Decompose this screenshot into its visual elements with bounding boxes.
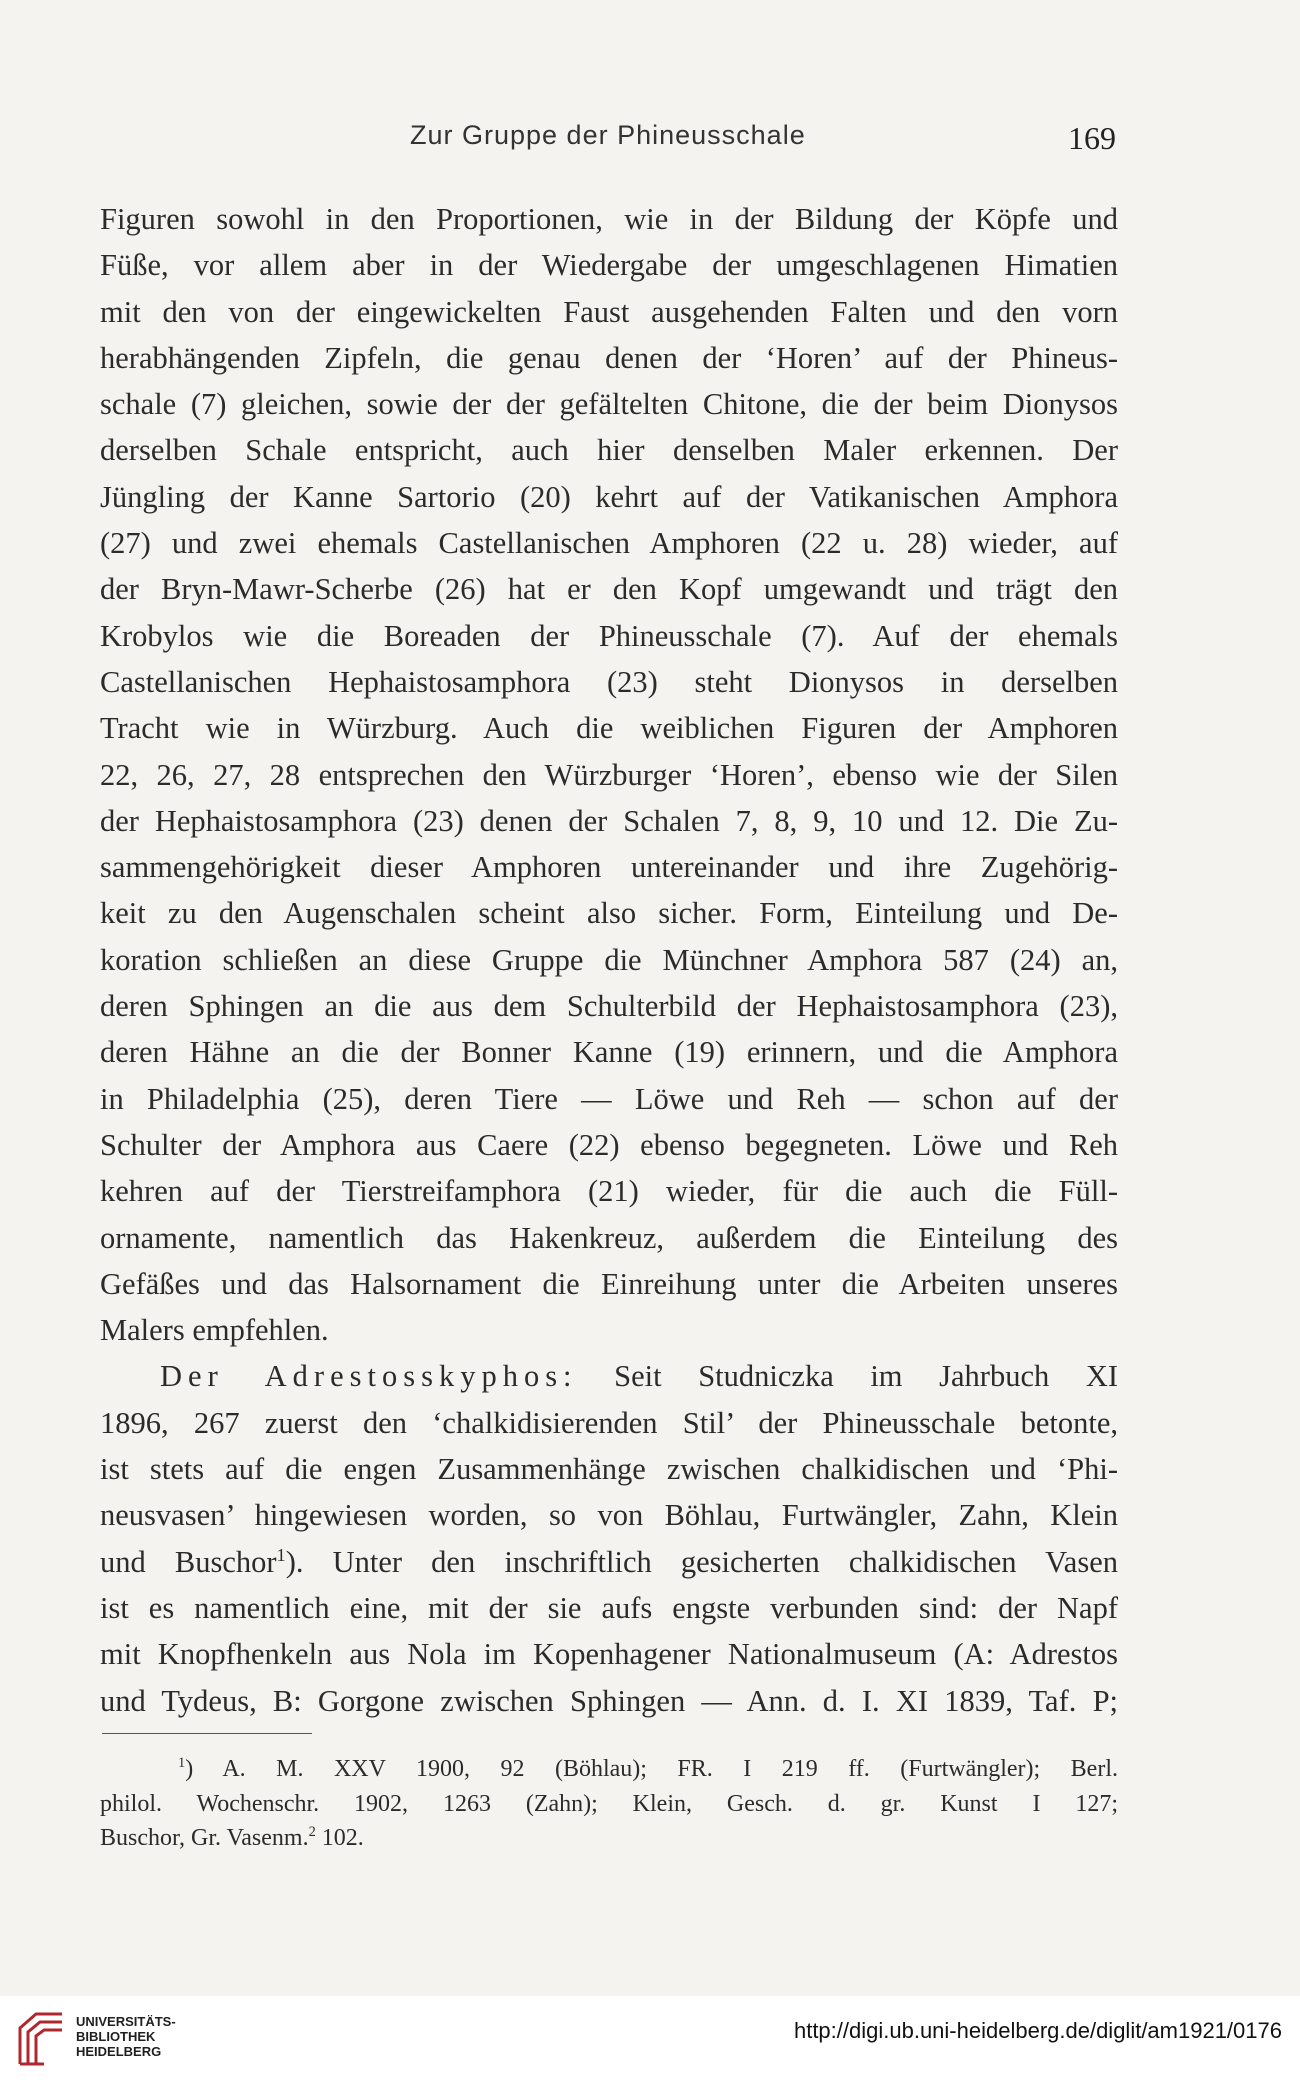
edition-superscript: 2	[308, 1824, 316, 1840]
text-line: Tracht wie in Würzburg. Auch die weiblichen Figuren der Amphoren	[100, 711, 1118, 746]
section-heading: Der Adrestosskyphos:	[160, 1359, 578, 1394]
source-url-link[interactable]: http://digi.ub.uni-heidelberg.de/diglit/am1921/0176	[793, 2018, 1282, 2043]
text-fragment: ). Unter den inschriftlich gesicherten chalkidischen Vasen	[285, 1544, 1118, 1579]
text-line: sammengehörigkeit dieser Amphoren untereinander und ihre Zugehörig-	[100, 850, 1118, 885]
text-line: 22, 26, 27, 28 entsprechen den Würzburger ‘Horen’, ebenso wie der Silen	[100, 757, 1118, 792]
text-line: neusvasen’ hingewiesen worden, so von Böhlau, Furtwängler, Zahn, Klein	[100, 1498, 1118, 1533]
footnote-line: philol. Wochenschr. 1902, 1263 (Zahn); Klein, Gesch. d. gr. Kunst I 127;	[100, 1790, 1118, 1817]
text-line: deren Sphingen an die aus dem Schulterbild der Hephaistosamphora (23),	[100, 989, 1118, 1024]
text-line: keit zu den Augenschalen scheint also sicher. Form, Einteilung und De-	[100, 896, 1118, 931]
text-line: Malers empfehlen.	[100, 1313, 329, 1348]
footnotes	[100, 1752, 1118, 1856]
text-line: ornamente, namentlich das Hakenkreuz, außerdem die Einteilung des	[100, 1220, 1118, 1255]
text-line: Gefäßes und das Halsornament die Einreihung unter die Arbeiten unseres	[100, 1266, 1118, 1301]
footnote-text: 102.	[315, 1825, 364, 1851]
page-number: 169	[1068, 120, 1116, 156]
library-name	[76, 2014, 176, 2059]
footnote-text: ) A. M. XXV 1900, 92 (Böhlau); FR. I 219 ff. (Furtwängler); Berl.	[185, 1756, 1118, 1782]
text-line: in Philadelphia (25), deren Tiere — Löwe und Reh — schon auf der	[100, 1081, 1118, 1116]
text-line: derselben Schale entspricht, auch hier denselben Maler erkennen. Der	[100, 433, 1118, 468]
running-title: Zur Gruppe der Phineusschale	[410, 120, 806, 150]
text-line: ist stets auf die engen Zusammenhänge zwischen chalkidischen und ‘Phi-	[100, 1452, 1118, 1487]
text-line: schale (7) gleichen, sowie der der gefältelten Chitone, die der beim Dionysos	[100, 387, 1118, 422]
text-line: herabhängenden Zipfeln, die genau denen der ‘Horen’ auf der Phineus-	[100, 340, 1118, 375]
footnote-reference[interactable]: 1	[276, 1544, 286, 1565]
library-name-line: BIBLIOTHEK	[76, 2029, 156, 2044]
text-line: mit den von der eingewickelten Faust ausgehenden Falten und den vorn	[100, 294, 1118, 329]
text-line-with-footnote	[100, 1539, 1118, 1585]
body-text	[100, 196, 1118, 1724]
university-library-logo-icon	[14, 2010, 68, 2066]
text-line: (27) und zwei ehemals Castellanischen Amphoren (22 u. 28) wieder, auf	[100, 526, 1118, 561]
page-header	[0, 120, 1300, 160]
text-line: Jüngling der Kanne Sartorio (20) kehrt auf der Vatikanischen Amphora	[100, 479, 1118, 514]
footnote-line	[100, 1821, 1118, 1856]
library-name-line: HEIDELBERG	[76, 2044, 162, 2059]
library-name-line: UNIVERSITÄTS-	[76, 2014, 176, 2029]
text-line: Schulter der Amphora aus Caere (22) ebenso begegneten. Löwe und Reh	[100, 1127, 1118, 1162]
paragraph-2-first-line	[100, 1353, 1118, 1399]
text-line: kehren auf der Tierstreifamphora (21) wieder, für die auch die Füll-	[100, 1174, 1118, 1209]
footnote-mark: 1	[178, 1755, 186, 1771]
library-footer	[0, 1996, 1300, 2096]
text-line: Castellanischen Hephaistosamphora (23) steht Dionysos in derselben	[100, 664, 1118, 699]
footnote-line	[100, 1752, 1118, 1787]
footnote-separator	[102, 1733, 312, 1734]
text-line: der Hephaistosamphora (23) denen der Schalen 7, 8, 9, 10 und 12. Die Zu-	[100, 803, 1118, 838]
text-line: 1896, 267 zuerst den ‘chalkidisierenden Stil’ der Phineusschale betonte,	[100, 1405, 1118, 1440]
text-line: und Tydeus, B: Gorgone zwischen Sphingen — Ann. d. I. XI 1839, Taf. P;	[100, 1683, 1118, 1718]
paragraph-2-first-line-text: Seit Studniczka im Jahrbuch XI	[614, 1359, 1118, 1394]
text-line: koration schließen an diese Gruppe die Münchner Amphora 587 (24) an,	[100, 942, 1118, 977]
text-line: ist es namentlich eine, mit der sie aufs engste verbunden sind: der Napf	[100, 1590, 1118, 1625]
text-line: mit Knopfhenkeln aus Nola im Kopenhagener Nationalmuseum (A: Adrestos	[100, 1637, 1118, 1672]
text-line: Füße, vor allem aber in der Wiedergabe der umgeschlagenen Himatien	[100, 248, 1118, 283]
footnote-text: Buschor, Gr. Vasenm.	[100, 1825, 309, 1851]
text-line: der Bryn-Mawr-Scherbe (26) hat er den Kopf umgewandt und trägt den	[100, 572, 1118, 607]
text-line: Figuren sowohl in den Proportionen, wie in der Bildung der Köpfe und	[100, 202, 1118, 236]
text-fragment: und Buschor	[100, 1544, 277, 1579]
text-line: deren Hähne an die der Bonner Kanne (19) erinnern, und die Amphora	[100, 1035, 1118, 1070]
text-line: Krobylos wie die Boreaden der Phineusschale (7). Auf der ehemals	[100, 618, 1118, 653]
